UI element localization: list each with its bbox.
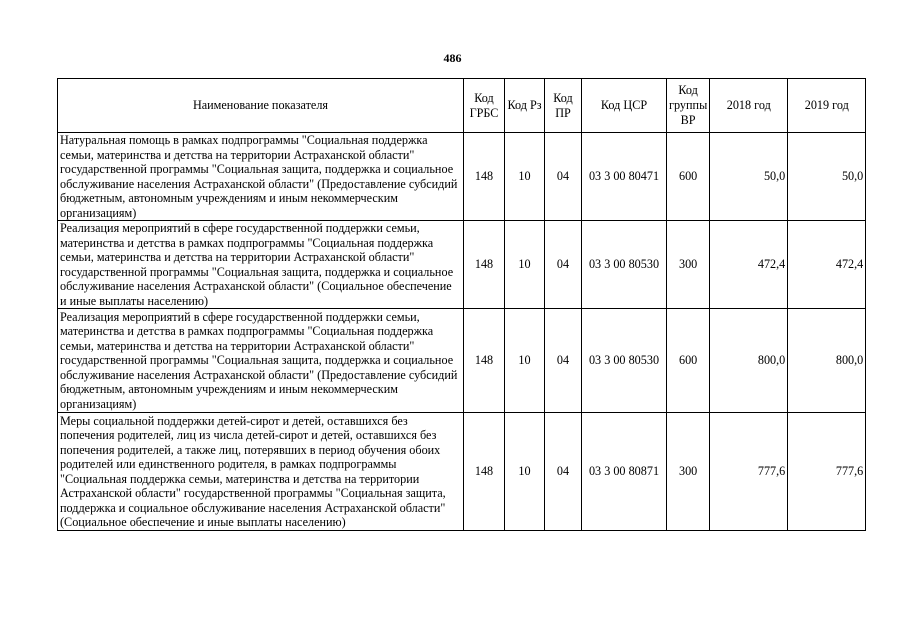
cell-2019: 777,6 [788,413,866,531]
header-row [58,79,866,133]
cell-vr: 600 [667,133,710,221]
cell-name: Реализация мероприятий в сфере государственной поддержки семьи, материнства и детства в рамках подпрограммы "Социальная поддержка семьи, материнства и детства на территории Астраханской области" государственной программы "Социальная защита, поддержка и социальное обслуживание населения Астраханской области" (Социальное обеспечение и иные выплаты населению) [58,221,464,309]
cell-pr: 04 [545,413,582,531]
cell-csr: 03 3 00 80471 [582,133,667,221]
header-2018: 2018 год [710,79,788,133]
header-rz: Код Рз [505,79,545,133]
cell-vr: 300 [667,221,710,309]
cell-2018: 472,4 [710,221,788,309]
cell-name: Меры социальной поддержки детей-сирот и детей, оставшихся без попечения родителей, лиц из числа детей-сирот и детей, оставшихся без попечения родителей, а также лиц, потерявших в период обучения обоих родителей или единственного родителя, в рамках подпрограммы "Социальная поддержка семьи, материнства и детства на территории Астраханской области" государственной программы "Социальная защита, поддержка и социальное обслуживание населения Астраханской области" (Социальное обеспечение и иные выплаты населению) [58,413,464,531]
cell-rz: 10 [505,221,545,309]
table-row [58,309,866,413]
cell-2019: 800,0 [788,309,866,413]
header-pr: Код ПР [545,79,582,133]
cell-pr: 04 [545,221,582,309]
cell-rz: 10 [505,309,545,413]
cell-2018: 50,0 [710,133,788,221]
cell-csr: 03 3 00 80530 [582,221,667,309]
cell-rz: 10 [505,133,545,221]
budget-table [57,78,866,531]
cell-2019: 472,4 [788,221,866,309]
table-row [58,133,866,221]
cell-name: Реализация мероприятий в сфере государственной поддержки семьи, материнства и детства в рамках подпрограммы "Социальная поддержка семьи, материнства и детства на территории Астраханской области" государственной программы "Социальная защита, поддержка и социальное обслуживание населения Астраханской области" (Предоставление субсидий бюджетным, автономным учреждениям и иным некоммерческим организациям) [58,309,464,413]
cell-grbs: 148 [464,133,505,221]
cell-csr: 03 3 00 80530 [582,309,667,413]
cell-rz: 10 [505,413,545,531]
cell-2018: 800,0 [710,309,788,413]
cell-pr: 04 [545,309,582,413]
cell-vr: 300 [667,413,710,531]
header-grbs: Код ГРБС [464,79,505,133]
cell-name: Натуральная помощь в рамках подпрограммы "Социальная поддержка семьи, материнства и детства на территории Астраханской области" государственной программы "Социальная защита, поддержка и социальное обслуживание населения Астраханской области" (Предоставление субсидий бюджетным, автономным учреждениям и иным некоммерческим организациям) [58,133,464,221]
cell-vr: 600 [667,309,710,413]
header-name: Наименование показателя [58,79,464,133]
cell-2018: 777,6 [710,413,788,531]
page-number: 486 [443,51,462,65]
table-row [58,413,866,531]
header-vr: Код группы ВР [667,79,710,133]
header-2019: 2019 год [788,79,866,133]
cell-2019: 50,0 [788,133,866,221]
cell-csr: 03 3 00 80871 [582,413,667,531]
table-row [58,221,866,309]
header-csr: Код ЦСР [582,79,667,133]
cell-grbs: 148 [464,221,505,309]
cell-grbs: 148 [464,413,505,531]
cell-grbs: 148 [464,309,505,413]
cell-pr: 04 [545,133,582,221]
